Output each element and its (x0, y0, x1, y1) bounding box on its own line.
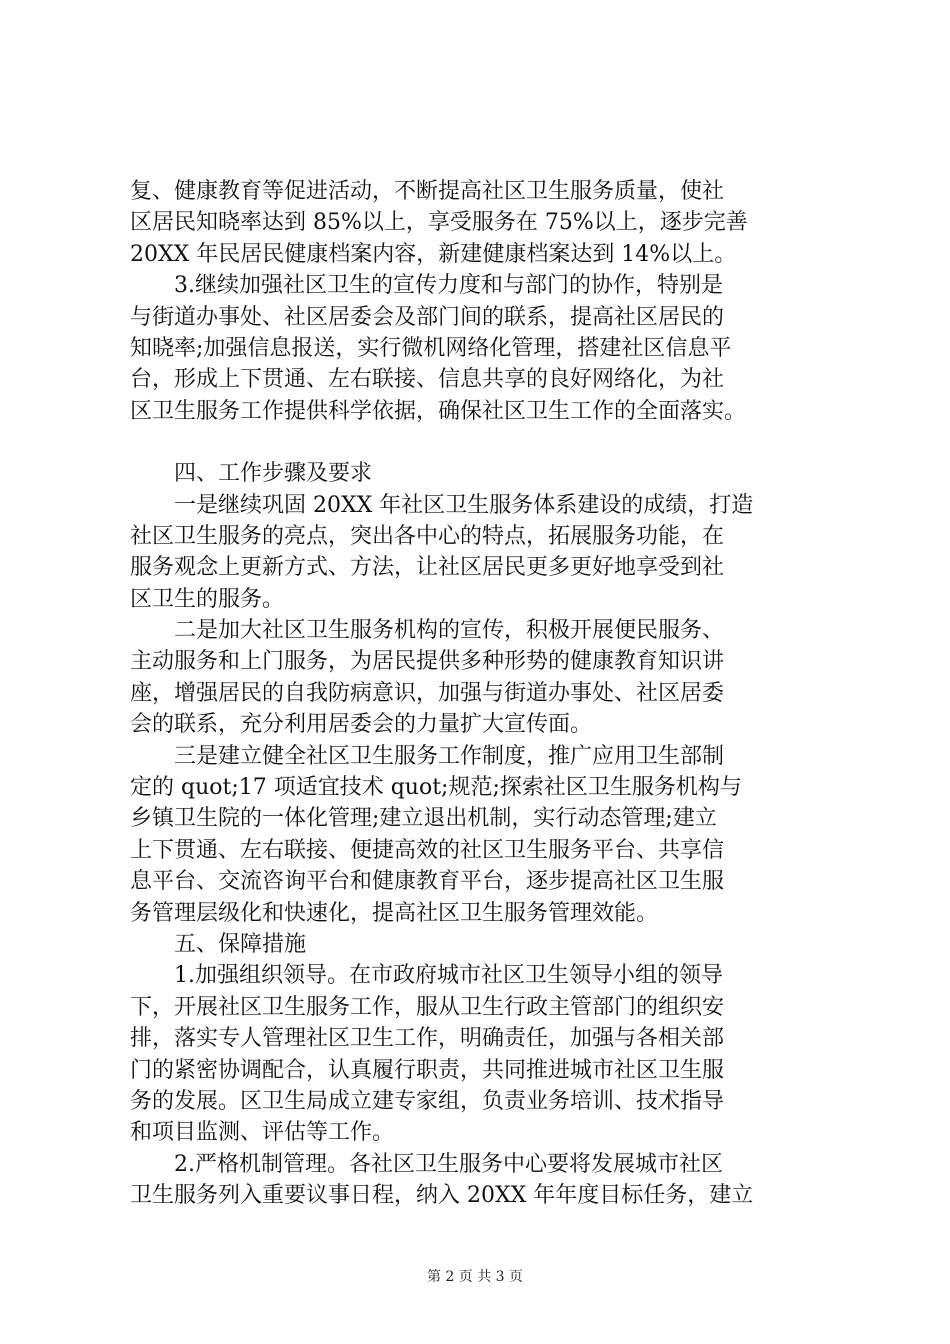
text-line: 定的 quot;17 项适宜技术 quot;规范;探索社区卫生服务机构与 (130, 775, 742, 801)
text-line: 下，开展社区卫生服务工作，服从卫生行政主管部门的组织安 (130, 994, 725, 1020)
text-line: 座，增强居民的自我防病意识，加强与街道办事处、社区居委 (130, 680, 725, 706)
text-line: 卫生服务列入重要议事日程，纳入 20XX 年年度目标任务，建立 (130, 1183, 754, 1209)
paragraph-start: 3.继续加强社区卫生的宣传力度和与部门的协作，特别是 (174, 273, 723, 299)
document-body (130, 176, 845, 1212)
text-line: 和项目监测、评估等工作。 (130, 1120, 395, 1146)
text-line: 知晓率;加强信息报送，实行微机网络化管理，搭建社区信息平 (130, 335, 732, 361)
text-line: 区居民知晓率达到 85%以上，享受服务在 75%以上，逐步完善 (130, 210, 748, 236)
paragraph-gap (130, 427, 845, 458)
text-line: 复、健康教育等促进活动，不断提高社区卫生服务质量，使社 (130, 179, 725, 204)
text-line: 区卫生的服务。 (130, 586, 285, 612)
section-heading: 四、工作步骤及要求 (174, 461, 373, 487)
text-line: 20XX 年民居民健康档案内容，新建健康档案达到 14%以上。 (130, 241, 737, 267)
section-heading: 五、保障措施 (174, 931, 307, 957)
text-line: 与街道办事处、社区居委会及部门间的联系，提高社区居民的 (130, 304, 725, 330)
text-line: 社区卫生服务的亮点，突出各中心的特点，拓展服务功能，在 (130, 523, 725, 549)
text-line: 务的发展。区卫生局成立建专家组，负责业务培训、技术指导 (130, 1088, 725, 1114)
text-line: 服务观念上更新方式、方法，让社区居民更多更好地享受到社 (130, 555, 725, 581)
text-line: 乡镇卫生院的一体化管理;建立退出机制，实行动态管理;建立 (130, 806, 717, 832)
text-line: 主动服务和上门服务，为居民提供多种形势的健康教育知识讲 (130, 649, 725, 675)
paragraph-start: 三是建立健全社区卫生服务工作制度，推广应用卫生部制 (174, 743, 725, 769)
text-line: 务管理层级化和快速化，提高社区卫生服务管理效能。 (130, 900, 659, 926)
text-line: 排，落实专人管理社区卫生工作，明确责任，加强与各相关部 (130, 1026, 725, 1052)
paragraph-start: 一是继续巩固 20XX 年社区卫生服务体系建设的成绩，打造 (174, 492, 754, 518)
paragraph-start: 二是加大社区卫生服务机构的宣传，积极开展便民服务、 (174, 618, 725, 644)
text-line: 息平台、交流咨询平台和健康教育平台，逐步提高社区卫生服 (130, 869, 725, 895)
paragraph-start: 1.加强组织领导。在市政府城市社区卫生领导小组的领导 (174, 963, 723, 989)
page-footer: 第 2 页 共 3 页 (426, 1269, 524, 1285)
text-line: 上下贯通、左右联接、便捷高效的社区卫生服务平台、共享信 (130, 837, 725, 863)
text-line: 会的联系，充分利用居委会的力量扩大宣传面。 (130, 712, 593, 738)
paragraph-start: 2.严格机制管理。各社区卫生服务中心要将发展城市社区 (174, 1151, 723, 1177)
text-line: 门的紧密协调配合，认真履行职责，共同推进城市社区卫生服 (130, 1057, 725, 1083)
text-line: 区卫生服务工作提供科学依据，确保社区卫生工作的全面落实。 (130, 398, 747, 424)
text-line: 台，形成上下贯通、左右联接、信息共享的良好网络化，为社 (130, 367, 725, 393)
